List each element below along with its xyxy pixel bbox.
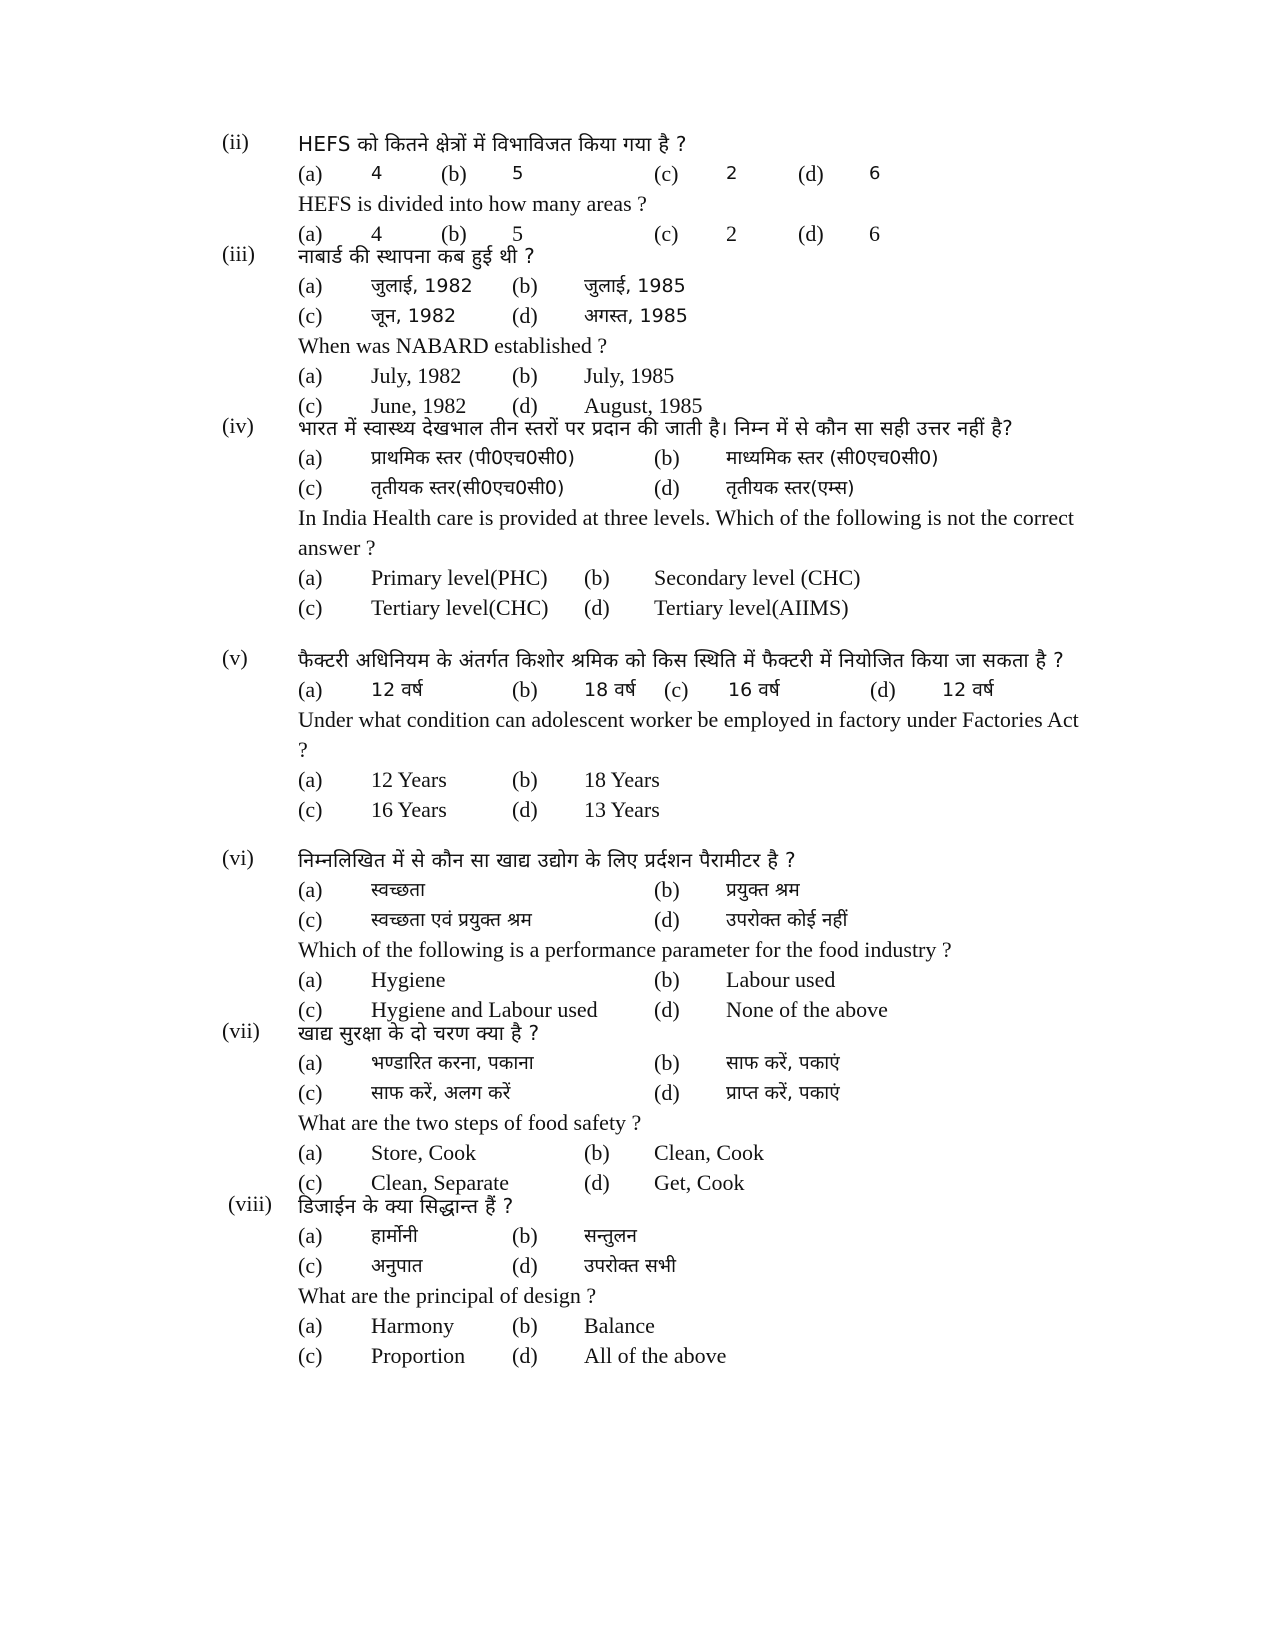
options-row-hindi	[298, 301, 1102, 331]
option-text: 5	[512, 221, 523, 246]
option-label: (a)	[298, 1050, 323, 1075]
question-text-english: Under what condition can adolescent worker be employed in factory under Factories Act ?	[298, 707, 1079, 762]
option-text: 4	[371, 221, 382, 246]
option-label: (c)	[298, 1170, 323, 1195]
options-row-english	[298, 1311, 1102, 1341]
option-label: (c)	[298, 907, 323, 932]
option-text: स्वच्छता एवं प्रयुक्त श्रम	[371, 909, 532, 931]
question-text-english: Which of the following is a performance parameter for the food industry ?	[298, 937, 952, 962]
option-label: (d)	[654, 475, 680, 500]
options-row-hindi	[298, 905, 1102, 935]
options-row-hindi	[298, 1251, 1102, 1281]
option-text: Hygiene and Labour used	[371, 997, 598, 1022]
option-label: (a)	[298, 877, 323, 902]
options-row-hindi	[298, 1048, 1102, 1078]
option-label: (c)	[298, 1253, 323, 1278]
option-label: (d)	[584, 595, 610, 620]
option-text: साफ करें, अलग करें	[371, 1082, 511, 1104]
option-text: Balance	[584, 1313, 655, 1338]
option-label: (a)	[298, 445, 323, 470]
question-v	[222, 645, 1102, 825]
option-label: (a)	[298, 1140, 323, 1165]
option-text: 6	[869, 221, 880, 246]
option-label: (c)	[298, 797, 323, 822]
options-row-english	[298, 965, 1102, 995]
option-label: (a)	[298, 273, 323, 298]
option-text: Clean, Separate	[371, 1170, 510, 1195]
option-text: 4	[371, 163, 383, 184]
option-text: जून, 1982	[371, 305, 457, 327]
option-text: 18 वर्ष	[584, 679, 636, 701]
option-label: (b)	[654, 445, 680, 470]
option-label: (a)	[298, 565, 323, 590]
question-vi	[222, 845, 1102, 1025]
option-text: प्राथमिक स्तर (पी0एच0सी0)	[371, 447, 575, 469]
option-text: 16 Years	[371, 797, 447, 822]
option-text: July, 1985	[584, 363, 675, 388]
option-label: (a)	[298, 363, 323, 388]
option-text: All of the above	[584, 1343, 727, 1368]
option-label: (a)	[298, 161, 323, 186]
option-label: (d)	[512, 797, 538, 822]
option-label: (b)	[512, 1313, 538, 1338]
option-text: June, 1982	[371, 393, 467, 418]
question-viii	[222, 1191, 1102, 1371]
option-text: उपरोक्त कोई नहीं	[726, 909, 848, 931]
option-text: Clean, Cook	[654, 1140, 764, 1165]
option-label: (c)	[298, 997, 323, 1022]
question-iii	[222, 241, 1102, 421]
option-text: 16 वर्ष	[728, 679, 780, 701]
question-text-english: In India Health care is provided at three levels. Which of the following is not the correct answer ?	[298, 505, 1075, 560]
option-text: None of the above	[726, 997, 888, 1022]
options-row-english	[298, 361, 1102, 391]
option-text: 2	[726, 221, 737, 246]
options-row-english	[298, 563, 1102, 593]
option-label: (b)	[584, 1140, 610, 1165]
option-label: (c)	[298, 1343, 323, 1368]
option-label: (d)	[654, 997, 680, 1022]
option-label: (d)	[870, 677, 896, 702]
question-ii	[222, 129, 1102, 249]
option-text: 12 वर्ष	[371, 679, 423, 701]
option-text: Harmony	[371, 1313, 455, 1338]
question-text-hindi: डिजाईन के क्या सिद्धान्त हैं ?	[298, 1194, 514, 1218]
question-text-hindi: HEFS को कितने क्षेत्रों में विभाविजत किया गया है ?	[298, 132, 687, 156]
question-number: (viii)	[228, 1191, 272, 1216]
question-text-hindi: खाद्य सुरक्षा के दो चरण क्या है ?	[298, 1021, 540, 1045]
option-text: जुलाई, 1982	[371, 275, 473, 297]
option-label: (a)	[298, 677, 323, 702]
question-number: (v)	[222, 645, 248, 670]
option-text: 2	[726, 163, 738, 184]
question-text-hindi: निम्नलिखित में से कौन सा खाद्य उद्योग के लिए प्रर्दशन पैरामीटर है ?	[298, 848, 796, 872]
option-text: अगस्त, 1985	[584, 305, 688, 327]
option-label: (d)	[584, 1170, 610, 1195]
option-label: (a)	[298, 221, 323, 246]
option-text: Primary level(PHC)	[371, 565, 548, 590]
question-text-hindi: फैक्टरी अधिनियम के अंतर्गत किशोर श्रमिक को किस स्थिति में फैक्टरी में नियोजित किया जा सकता है ?	[298, 648, 1065, 672]
options-row-english	[298, 593, 1102, 623]
option-label: (b)	[654, 877, 680, 902]
options-row-hindi	[298, 1221, 1102, 1251]
question-number: (ii)	[222, 129, 249, 154]
option-text: Tertiary level(CHC)	[371, 595, 549, 620]
options-row-hindi	[298, 159, 1102, 189]
option-text: उपरोक्त सभी	[584, 1255, 677, 1277]
option-text: August, 1985	[584, 393, 703, 418]
option-text: साफ करें, पकाएं	[726, 1052, 840, 1074]
options-row-hindi	[298, 675, 1102, 705]
option-label: (c)	[654, 221, 679, 246]
question-text-hindi: नाबार्ड की स्थापना कब हुई थी ?	[298, 244, 536, 268]
question-text-english: What are the two steps of food safety ?	[298, 1110, 642, 1135]
option-text: Proportion	[371, 1343, 466, 1368]
option-label: (b)	[512, 363, 538, 388]
options-row-english	[298, 1138, 1102, 1168]
option-text: भण्डारित करना, पकाना	[371, 1052, 534, 1074]
option-label: (b)	[584, 565, 610, 590]
options-row-hindi	[298, 875, 1102, 905]
option-text: 13 Years	[584, 797, 660, 822]
option-label: (c)	[298, 1080, 323, 1105]
options-row-english	[298, 765, 1102, 795]
question-number: (vii)	[222, 1018, 260, 1043]
options-row-english	[298, 795, 1102, 825]
question-iv	[222, 413, 1102, 623]
option-label: (c)	[298, 393, 323, 418]
option-text: सन्तुलन	[584, 1225, 637, 1247]
option-text: 18 Years	[584, 767, 660, 792]
option-label: (c)	[298, 303, 323, 328]
options-row-hindi	[298, 443, 1102, 473]
option-text: Get, Cook	[654, 1170, 745, 1195]
question-text-hindi: भारत में स्वास्थ्य देखभाल तीन स्तरों पर प्रदान की जाती है। निम्न में से कौन सा सही उत्तर नहीं है?	[298, 416, 1014, 440]
option-label: (a)	[298, 967, 323, 992]
option-label: (d)	[512, 393, 538, 418]
option-label: (c)	[654, 161, 679, 186]
option-label: (b)	[512, 677, 538, 702]
option-text: 12 वर्ष	[942, 679, 994, 701]
option-label: (d)	[512, 303, 538, 328]
option-text: स्वच्छता	[371, 879, 426, 901]
option-text: Hygiene	[371, 967, 446, 992]
option-text: अनुपात	[371, 1255, 423, 1277]
option-label: (b)	[654, 967, 680, 992]
question-text-english: When was NABARD established ?	[298, 333, 608, 358]
option-text: 6	[869, 163, 881, 184]
options-row-hindi	[298, 271, 1102, 301]
option-text: माध्यमिक स्तर (सी0एच0सी0)	[726, 447, 939, 469]
option-label: (b)	[654, 1050, 680, 1075]
option-text: जुलाई, 1985	[584, 275, 686, 297]
option-text: Tertiary level(AIIMS)	[654, 595, 849, 620]
options-row-hindi	[298, 1078, 1102, 1108]
option-text: तृतीयक स्तर(एम्स)	[726, 477, 855, 499]
option-text: 12 Years	[371, 767, 447, 792]
option-label: (b)	[512, 767, 538, 792]
option-text: July, 1982	[371, 363, 462, 388]
question-text-english: What are the principal of design ?	[298, 1283, 597, 1308]
option-label: (d)	[512, 1343, 538, 1368]
option-text: प्राप्त करें, पकाएं	[726, 1082, 840, 1104]
options-row-english	[298, 1341, 1102, 1371]
question-number: (iv)	[222, 413, 254, 438]
option-label: (b)	[512, 273, 538, 298]
question-number: (vi)	[222, 845, 254, 870]
option-text: Labour used	[726, 967, 836, 992]
option-label: (c)	[298, 475, 323, 500]
option-label: (d)	[654, 907, 680, 932]
option-label: (d)	[798, 161, 824, 186]
option-label: (c)	[664, 677, 689, 702]
option-label: (d)	[512, 1253, 538, 1278]
option-text: 5	[512, 163, 524, 184]
option-label: (d)	[654, 1080, 680, 1105]
option-text: प्रयुक्त श्रम	[726, 879, 800, 901]
option-text: Secondary level (CHC)	[654, 565, 861, 590]
question-text-english: HEFS is divided into how many areas ?	[298, 191, 647, 216]
option-label: (a)	[298, 1223, 323, 1248]
question-number: (iii)	[222, 241, 255, 266]
option-label: (b)	[512, 1223, 538, 1248]
option-text: हार्मोनी	[371, 1225, 418, 1247]
option-label: (c)	[298, 595, 323, 620]
option-label: (b)	[441, 161, 467, 186]
option-text: तृतीयक स्तर(सी0एच0सी0)	[371, 477, 565, 499]
options-row-hindi	[298, 473, 1102, 503]
option-label: (a)	[298, 767, 323, 792]
question-vii	[222, 1018, 1102, 1198]
option-label: (b)	[441, 221, 467, 246]
option-label: (d)	[798, 221, 824, 246]
option-label: (a)	[298, 1313, 323, 1338]
option-text: Store, Cook	[371, 1140, 477, 1165]
